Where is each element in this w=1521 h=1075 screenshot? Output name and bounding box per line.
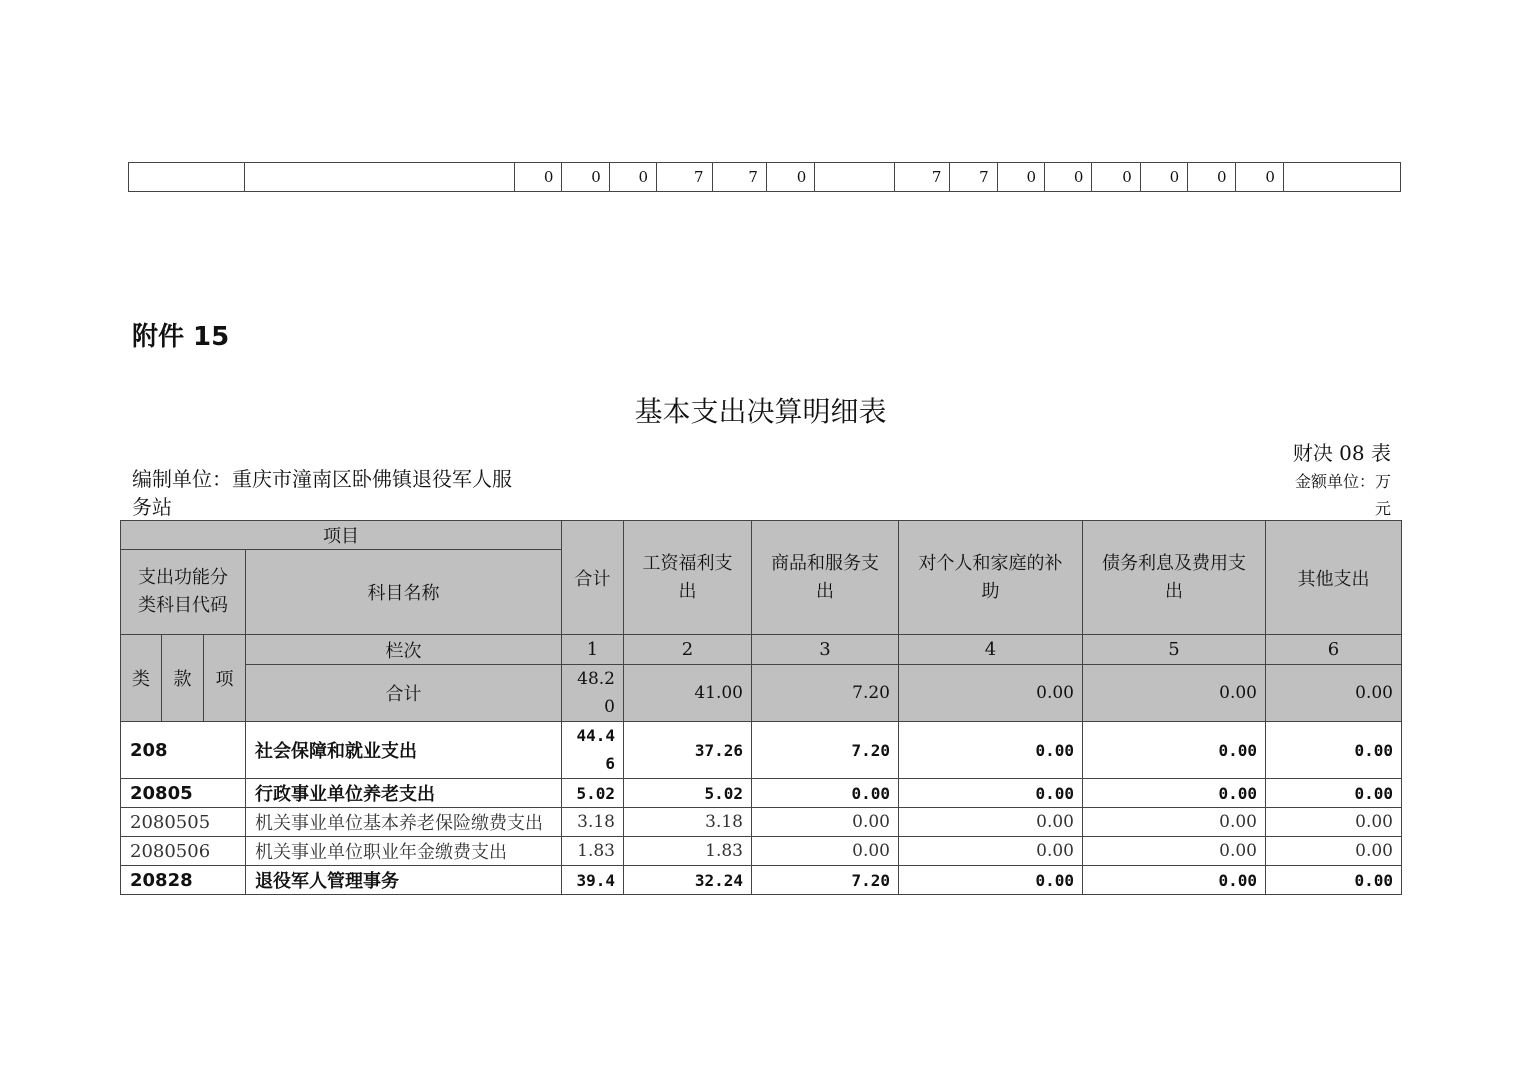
- column-no: 4: [899, 635, 1083, 665]
- row-value: 0.00: [899, 779, 1083, 808]
- organization-label-line: 编制单位：重庆市潼南区卧佛镇退役军人服: [132, 467, 512, 491]
- strip-cell: [815, 163, 895, 192]
- row-value: 0.00: [899, 837, 1083, 866]
- sum-value: 41.00: [624, 665, 752, 722]
- row-total: 44.4 6: [562, 722, 624, 779]
- row-name: 社会保障和就业支出: [246, 722, 562, 779]
- column-no: 5: [1083, 635, 1266, 665]
- row-name: 机关事业单位基本养老保险缴费支出: [246, 808, 562, 837]
- row-value: 0.00: [1266, 808, 1402, 837]
- row-value: 7.20: [752, 866, 899, 895]
- strip-cell: [244, 163, 514, 192]
- table-row: [121, 866, 1402, 895]
- strip-cell: 0: [1092, 163, 1140, 192]
- row-value: 0.00: [1083, 837, 1266, 866]
- header-subject-name: 科目名称: [246, 550, 562, 635]
- strip-cell: 0: [1188, 163, 1235, 192]
- strip-cell: 0: [515, 163, 562, 192]
- column-no: 2: [624, 635, 752, 665]
- row-value: 3.18: [624, 808, 752, 837]
- strip-cell: 0: [766, 163, 814, 192]
- organization-label: [132, 465, 552, 521]
- header-lei: 类: [121, 635, 162, 722]
- strip-cell: 0: [609, 163, 656, 192]
- document-title: 基本支出决算明细表: [634, 395, 887, 428]
- row-code: 208: [121, 722, 246, 779]
- strip-cell: 0: [997, 163, 1044, 192]
- sum-value: 0.00: [899, 665, 1083, 722]
- strip-cell: [1283, 163, 1400, 192]
- sum-value: 7.20: [752, 665, 899, 722]
- table-row: [121, 808, 1402, 837]
- row-value: 0.00: [1083, 866, 1266, 895]
- sum-total: 48.2 0: [562, 665, 624, 722]
- row-code: 20828: [121, 866, 246, 895]
- row-value: 32.24: [624, 866, 752, 895]
- header-salary-welfare: 工资福利支 出: [624, 521, 752, 635]
- row-name: 退役军人管理事务: [246, 866, 562, 895]
- amount-unit-line: 元: [1374, 499, 1391, 518]
- strip-cell: [129, 163, 245, 192]
- strip-cell: 0: [1235, 163, 1283, 192]
- row-value: 7.20: [752, 722, 899, 779]
- row-value: 0.00: [752, 779, 899, 808]
- form-number: 财决 08 表: [1292, 441, 1391, 465]
- header-function-code: 支出功能分 类科目代码: [121, 550, 246, 635]
- header-kuan: 款: [162, 635, 204, 722]
- column-no: 3: [752, 635, 899, 665]
- row-value: 0.00: [1083, 808, 1266, 837]
- row-value: 0.00: [1083, 722, 1266, 779]
- row-value: 1.83: [624, 837, 752, 866]
- row-total: 39.4: [562, 866, 624, 895]
- row-value: 0.00: [752, 837, 899, 866]
- header-total: 合计: [562, 521, 624, 635]
- row-code: 2080506: [121, 837, 246, 866]
- table-row: [121, 722, 1402, 779]
- header-debt-interest: 债务利息及费用支 出: [1083, 521, 1266, 635]
- header-goods-services: 商品和服务支 出: [752, 521, 899, 635]
- amount-unit-label: [1281, 468, 1391, 522]
- row-value: 0.00: [899, 866, 1083, 895]
- row-value: 0.00: [1083, 779, 1266, 808]
- row-value: 0.00: [1266, 779, 1402, 808]
- strip-cell: 0: [562, 163, 609, 192]
- attachment-label: 附件 15: [132, 322, 230, 352]
- strip-cell: 0: [1045, 163, 1092, 192]
- row-name: 机关事业单位职业年金缴费支出: [246, 837, 562, 866]
- header-item: 项目: [121, 521, 562, 550]
- row-value: 0.00: [1266, 722, 1402, 779]
- row-value: 0.00: [899, 808, 1083, 837]
- previous-table-strip: [128, 162, 1401, 192]
- organization-label-line: 务站: [132, 495, 172, 519]
- column-no: 6: [1266, 635, 1402, 665]
- column-no: 1: [562, 635, 624, 665]
- strip-cell: 7: [894, 163, 949, 192]
- table-row: [121, 779, 1402, 808]
- header-xiang: 项: [204, 635, 246, 722]
- row-total: 1.83: [562, 837, 624, 866]
- row-value: 0.00: [1266, 866, 1402, 895]
- strip-cell: 7: [657, 163, 712, 192]
- expenditure-detail-table: [120, 520, 1402, 895]
- row-value: 37.26: [624, 722, 752, 779]
- header-other-expenditure: 其他支出: [1266, 521, 1402, 635]
- sum-value: 0.00: [1083, 665, 1266, 722]
- row-total: 5.02: [562, 779, 624, 808]
- row-code: 2080505: [121, 808, 246, 837]
- sum-value: 0.00: [1266, 665, 1402, 722]
- row-code: 20805: [121, 779, 246, 808]
- header-column-no-label: 栏次: [246, 635, 562, 665]
- strip-cell: 7: [950, 163, 997, 192]
- row-value: 5.02: [624, 779, 752, 808]
- header-individual-household-subsidy: 对个人和家庭的补 助: [899, 521, 1083, 635]
- row-total: 3.18: [562, 808, 624, 837]
- row-value: 0.00: [752, 808, 899, 837]
- row-value: 0.00: [1266, 837, 1402, 866]
- amount-unit-line: 金额单位：万: [1294, 472, 1391, 491]
- row-value: 0.00: [899, 722, 1083, 779]
- sum-label: 合计: [246, 665, 562, 722]
- strip-cell: 0: [1140, 163, 1187, 192]
- table-row: [121, 837, 1402, 866]
- row-name: 行政事业单位养老支出: [246, 779, 562, 808]
- strip-cell: 7: [712, 163, 766, 192]
